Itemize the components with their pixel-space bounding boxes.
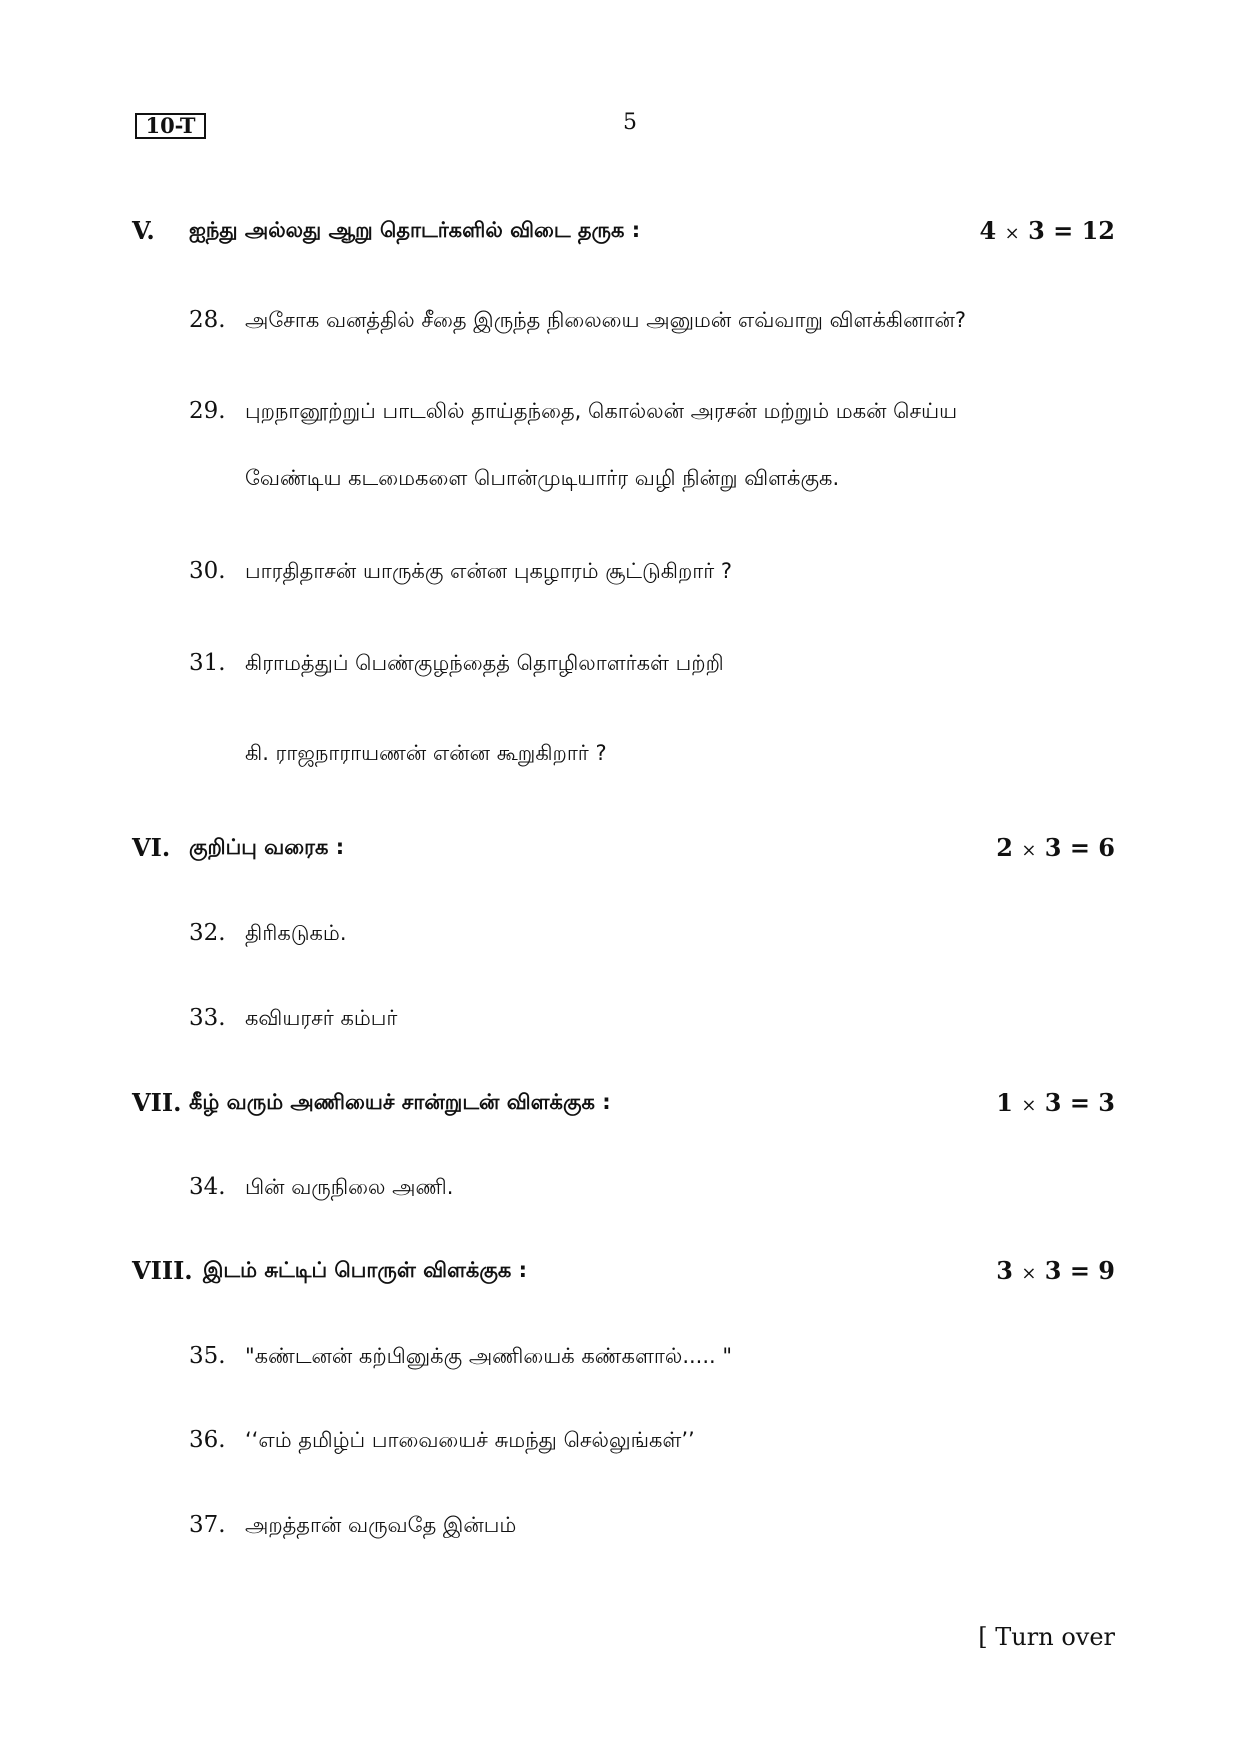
section-number: VIII.	[132, 1256, 193, 1285]
question-text: "கண்டனன் கற்பினுக்கு அணியைக் கண்களால்..... "	[245, 1344, 733, 1368]
section-title: ஐந்து அல்லது ஆறு தொடர்களில் விடை தருக :	[189, 218, 641, 242]
paper-code: 10-T	[135, 113, 206, 139]
question-number: 35.	[189, 1343, 226, 1369]
section-title: கீழ் வரும் அணியைச் சான்றுடன் விளக்குக :	[189, 1090, 611, 1114]
section-number: VII.	[132, 1088, 182, 1117]
question-number: 37.	[189, 1512, 226, 1538]
question-text: அறத்தான் வருவதே இன்பம்	[245, 1513, 517, 1537]
section-number: V.	[132, 216, 155, 245]
question-text-continued: வேண்டிய கடமைகளை பொன்முடியார்ர வழி நின்று விளக்குக.	[245, 466, 840, 490]
question-text: திரிகடுகம்.	[245, 921, 347, 945]
question-text-continued: கி. ராஜநாராயணன் என்ன கூறுகிறார் ?	[245, 741, 607, 765]
question-text: ‘‘எம் தமிழ்ப் பாவையைச் சுமந்து செல்லுங்கள்’’	[245, 1428, 695, 1452]
turn-over-note: [ Turn over	[978, 1623, 1115, 1651]
page-number: 5	[623, 110, 637, 135]
question-number: 29.	[189, 398, 226, 424]
question-number: 28.	[189, 307, 226, 333]
section-marks: 3 × 3 = 9	[996, 1256, 1115, 1285]
question-number: 33.	[189, 1005, 226, 1031]
section-marks: 2 × 3 = 6	[996, 833, 1115, 862]
section-marks: 4 × 3 = 12	[979, 216, 1115, 245]
question-text: பாரதிதாசன் யாருக்கு என்ன புகழாரம் சூட்டுகிறார் ?	[245, 559, 733, 583]
question-text: கிராமத்துப் பெண்குழந்தைத் தொழிலாளர்கள் பற்றி	[245, 651, 724, 675]
question-number: 36.	[189, 1427, 226, 1453]
section-number: VI.	[132, 833, 171, 862]
question-text: பின் வருநிலை அணி.	[245, 1175, 454, 1199]
question-number: 32.	[189, 920, 226, 946]
question-number: 34.	[189, 1174, 226, 1200]
question-number: 30.	[189, 558, 226, 584]
question-text: அசோக வனத்தில் சீதை இருந்த நிலையை அனுமன் எவ்வாறு விளக்கினான்?	[245, 308, 966, 332]
question-text: புறநானூற்றுப் பாடலில் தாய்தந்தை, கொல்லன் அரசன் மற்றும் மகன் செய்ய	[245, 399, 958, 423]
section-title: குறிப்பு வரைக :	[189, 835, 345, 859]
question-text: கவியரசர் கம்பர்	[245, 1006, 398, 1030]
section-marks: 1 × 3 = 3	[996, 1088, 1115, 1117]
section-title: இடம் சுட்டிப் பொருள் விளக்குக :	[203, 1258, 528, 1282]
question-number: 31.	[189, 650, 226, 676]
